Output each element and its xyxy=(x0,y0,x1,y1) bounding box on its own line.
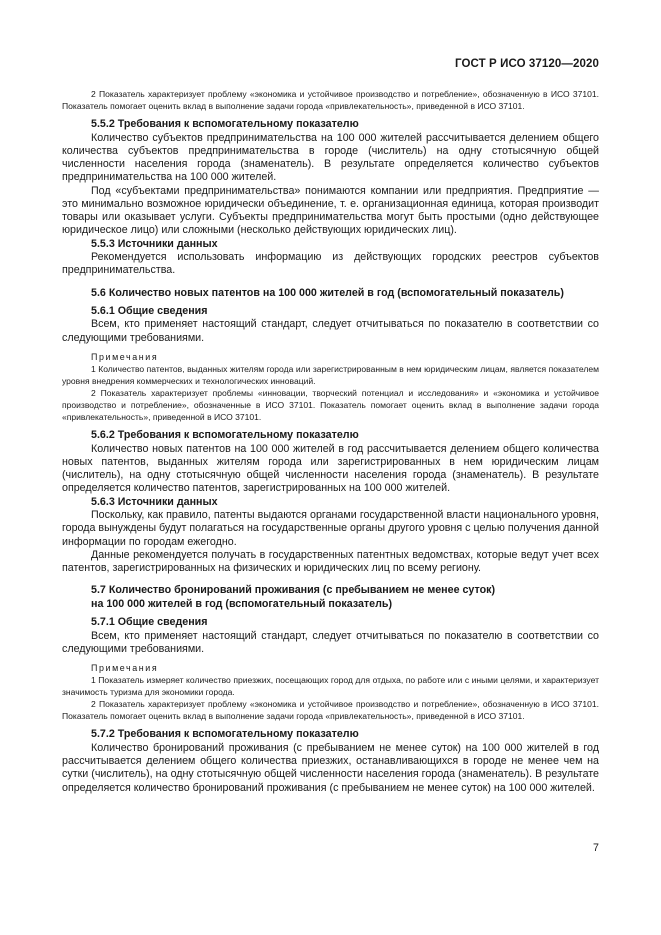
note-paragraph: 2 Показатель характеризует проблему «экономика и устойчивое производство и потребление», обозначенную в ИСО 37101. Показатель помогает оценить вклад в выполнение задачи города «привлекательность», приведенной в ИСО 37101. xyxy=(62,699,599,722)
body-paragraph: Количество бронирований проживания (с пребыванием не менее суток) на 100 000 жителей в год рассчитывается делением общего количества приезжих, останавливающихся в городе не менее чем на сутки (числитель), на одну стотысячную общей численности населения города (знаменатель). В результате определяется количество бронирований проживания (с пребыванием не менее суток) на 100 000 жителей. xyxy=(62,741,599,794)
subsection-heading-5-5-2: 5.5.2 Требования к вспомогательному показателю xyxy=(91,118,359,131)
body-paragraph: Количество субъектов предпринимательства на 100 000 жителей рассчитывается делением общего количества субъектов предпринимательства в городе (числитель) на одну стотысячную общей численности населения города (знаменатель). В результате определяется количество субъектов предпринимательства на 100 000 жителей. xyxy=(62,131,599,184)
page-number: 7 xyxy=(593,842,599,854)
body-paragraph: Поскольку, как правило, патенты выдаются органами государственной власти национального уровня, города вынуждены будут полагаться на государственные органы другого уровня с целью получения данной информации по городам ежегодно. xyxy=(62,509,599,548)
notes-label: Примечания xyxy=(91,351,159,362)
notes-label: Примечания xyxy=(91,663,159,674)
note-paragraph: 1 Показатель измеряет количество приезжих, посещающих город для отдыха, по работе или с иными целями, и характеризует значимость туризма для экономики города. xyxy=(62,675,599,698)
subsection-heading-5-7-2: 5.7.2 Требования к вспомогательному показателю xyxy=(91,728,359,741)
note-paragraph: 2 Показатель характеризует проблемы «инновации, творческий потенциал и исследования» и «экономика и устойчивое производство и потребление», обозначенные в ИСО 37101. Показатель помогает оценить вклад в выполнение задачи города «привлекательность», приведенной в ИСО 37101. xyxy=(62,388,599,423)
section-heading-5-6: 5.6 Количество новых патентов на 100 000 жителей в год (вспомогательный показатель) xyxy=(91,286,564,299)
subsection-heading-5-6-3: 5.6.3 Источники данных xyxy=(91,495,218,508)
note-paragraph: 1 Количество патентов, выданных жителям города или зарегистрированным в нем юридическим лицам, является показателем уровня внедрения коммерческих и технологических инноваций. xyxy=(62,363,599,386)
body-paragraph: Под «субъектами предпринимательства» понимаются компании или предприятия. Предприятие — это минимально возможное юридически объединение, т. е. организационная единица, которая производит товары или оказывает услуги. Субъекты предпринимательства могут быть простыми (одно действующее юридическое лицо) или сложными (несколько действующих юридических лиц). xyxy=(62,184,599,237)
subsection-heading-5-5-3: 5.5.3 Источники данных xyxy=(91,237,218,250)
document-id: ГОСТ Р ИСО 37120—2020 xyxy=(454,58,599,70)
body-paragraph: Данные рекомендуется получать в государственных патентных ведомствах, которые ведут учет всех патентов, зарегистрированных на физических и юридических лиц по всему региону. xyxy=(62,548,599,575)
subsection-heading-5-6-2: 5.6.2 Требования к вспомогательному показателю xyxy=(91,429,359,442)
section-heading-5-7: 5.7 Количество бронирований проживания (с пребыванием не менее суток) xyxy=(91,584,496,597)
body-paragraph: Всем, кто применяет настоящий стандарт, следует отчитываться по показателю в соответствии со следующими требованиями. xyxy=(62,629,599,655)
page-content xyxy=(62,88,599,795)
subsection-heading-5-7-1: 5.7.1 Общие сведения xyxy=(91,616,208,629)
note-paragraph: 2 Показатель характеризует проблему «экономика и устойчивое производство и потребление», обозначенную в ИСО 37101. Показатель помогает оценить вклад в выполнение задачи города «привлекательность», приведенной в ИСО 37101. xyxy=(62,89,599,112)
section-heading-5-7-continued: на 100 000 жителей в год (вспомогательный показатель) xyxy=(91,597,393,610)
subsection-heading-5-6-1: 5.6.1 Общие сведения xyxy=(91,304,208,317)
body-paragraph: Всем, кто применяет настоящий стандарт, следует отчитываться по показателю в соответствии со следующими требованиями. xyxy=(62,318,599,344)
body-paragraph: Рекомендуется использовать информацию из действующих городских реестров субъектов предпринимательства. xyxy=(62,251,599,277)
body-paragraph: Количество новых патентов на 100 000 жителей в год рассчитывается делением общего количества новых патентов, выданных жителям города или зарегистрированных в нем юридическим лицам (числитель), на одну стотысячную общей численности населения города (знаменатель). В результате определяется количество патентов, зарегистрированных на 100 000 жителей. xyxy=(62,442,599,495)
